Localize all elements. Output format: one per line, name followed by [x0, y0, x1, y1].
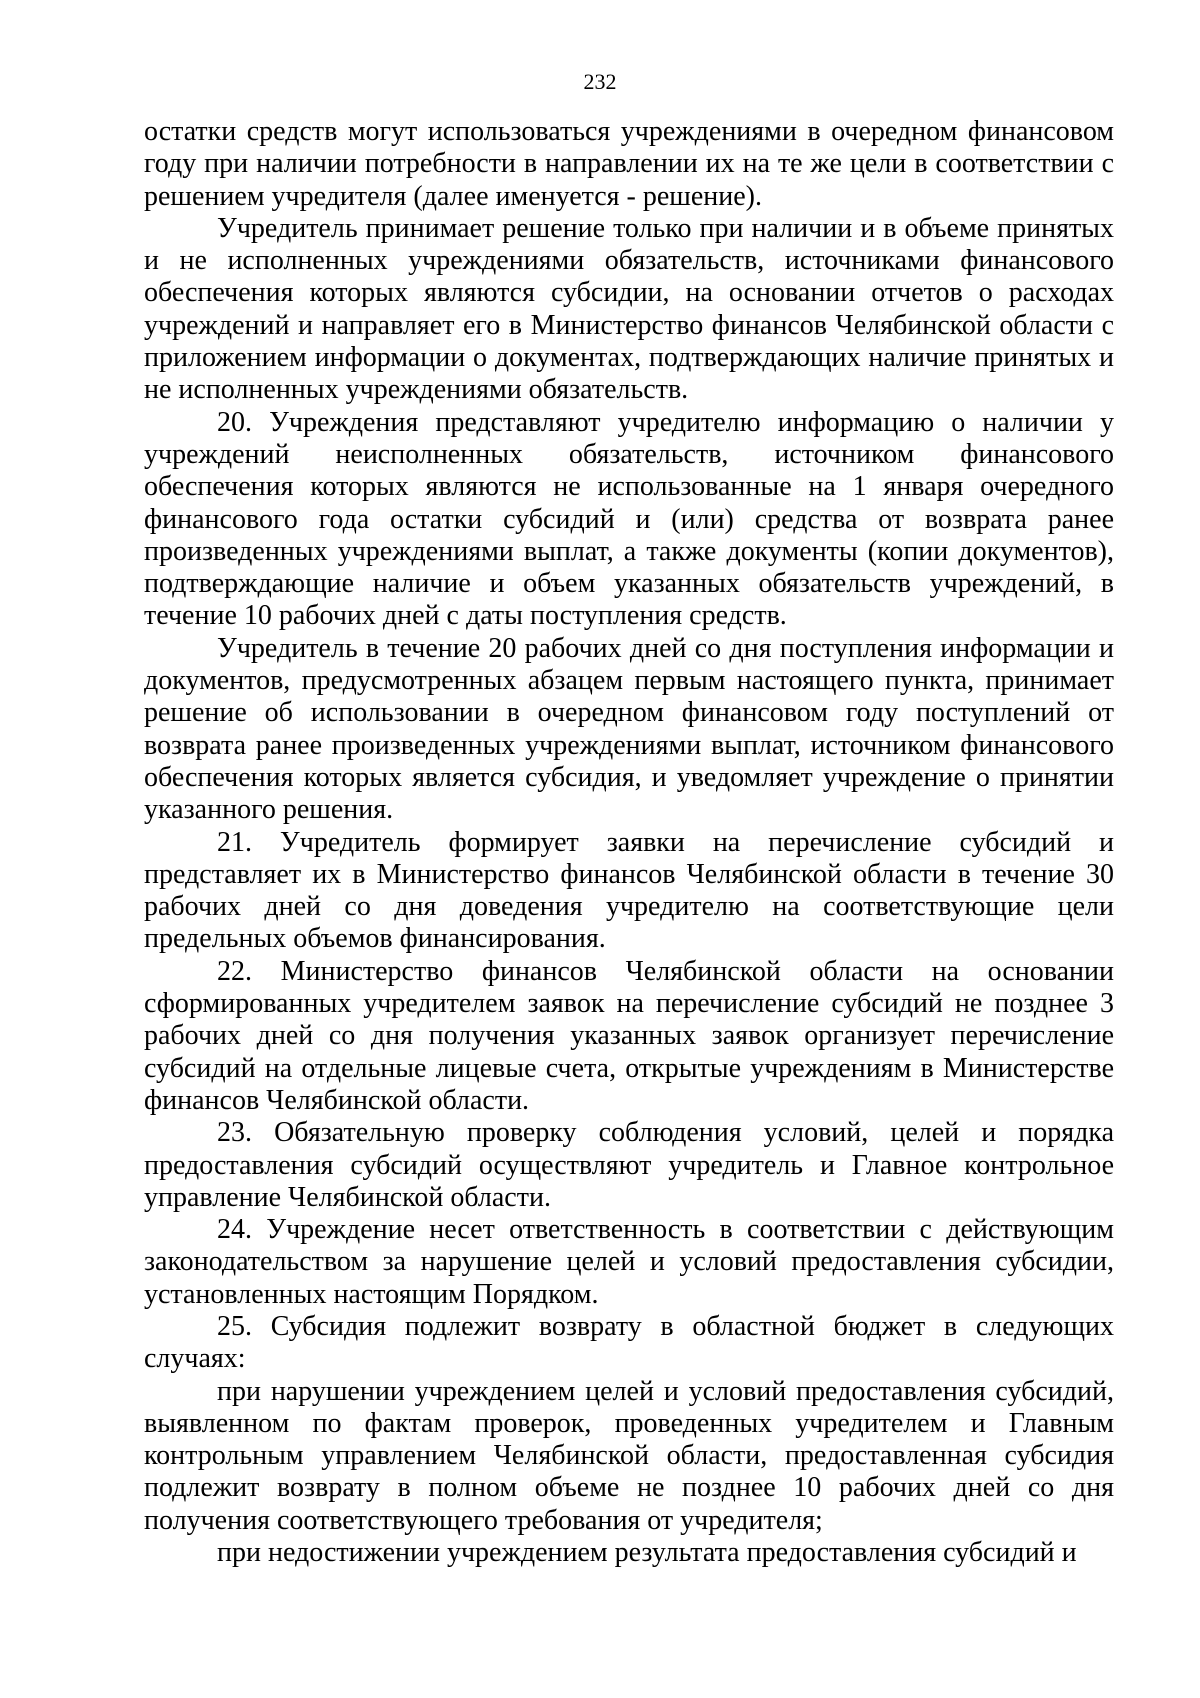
document-body	[144, 116, 1114, 1569]
paragraph-8: 24. Учреждение несет ответственность в соответствии с действующим законодательством за нарушение целей и условий предоставления субсидии, установленных настоящим Порядком.	[144, 1214, 1114, 1310]
paragraph-11: при недостижении учреждением результата предоставления субсидий и	[217, 1537, 1077, 1569]
paragraph-1: остатки средств могут использоваться учреждениями в очередном финансовом году при наличии потребности в направлении их на те же цели в соответствии с решением учредителя (далее именуется - решение).	[144, 116, 1114, 212]
paragraph-4: Учредитель в течение 20 рабочих дней со дня поступления информации и документов, предусмотренных абзацем первым настоящего пункта, принимает решение об использовании в очередном финансовом году поступлений от возврата ранее произведенных учреждениями выплат, источником финансового обеспечения которых является субсидия, и уведомляет учреждение о принятии указанного решения.	[144, 632, 1114, 826]
paragraph-6: 22. Министерство финансов Челябинской области на основании сформированных учредителем заявок на перечисление субсидий не позднее 3 рабочих дней со дня получения указанных заявок организует перечисление субсидий на отдельные лицевые счета, открытые учреждениям в Министерстве финансов Челябинской области.	[144, 955, 1114, 1116]
paragraph-10: при нарушении учреждением целей и условий предоставления субсидий, выявленном по фактам проверок, проведенных учредителем и Главным контрольным управлением Челябинской области, предоставленная субсидия подлежит возврату в полном объеме не позднее 10 рабочих дней со дня получения соответствующего требования от учредителя;	[144, 1375, 1114, 1536]
paragraph-9: 25. Субсидия подлежит возврату в областной бюджет в следующих случаях:	[144, 1310, 1114, 1375]
paragraph-3: 20. Учреждения представляют учредителю информацию о наличии у учреждений неисполненных обязательств, источником финансового обеспечения которых являются не использованные на 1 января очередного финансового года остатки субсидий и (или) средства от возврата ранее произведенных учреждениями выплат, а также документы (копии документов), подтверждающие наличие и объем указанных обязательств учреждений, в течение 10 рабочих дней с даты поступления средств.	[144, 406, 1114, 632]
paragraph-2: Учредитель принимает решение только при наличии и в объеме принятых и не исполненных учреждениями обязательств, источниками финансового обеспечения которых являются субсидии, на основании отчетов о расходах учреждений и направляет его в Министерство финансов Челябинской области с приложением информации о документах, подтверждающих наличие принятых и не исполненных учреждениями обязательств.	[144, 212, 1114, 406]
page-number: 232	[583, 69, 617, 94]
paragraph-5: 21. Учредитель формирует заявки на перечисление субсидий и представляет их в Министерство финансов Челябинской области в течение 30 рабочих дней со дня доведения учредителю на соответствующие цели предельных объемов финансирования.	[144, 826, 1114, 955]
paragraph-7: 23. Обязательную проверку соблюдения условий, целей и порядка предоставления субсидий осуществляют учредитель и Главное контрольное управление Челябинской области.	[144, 1117, 1114, 1213]
